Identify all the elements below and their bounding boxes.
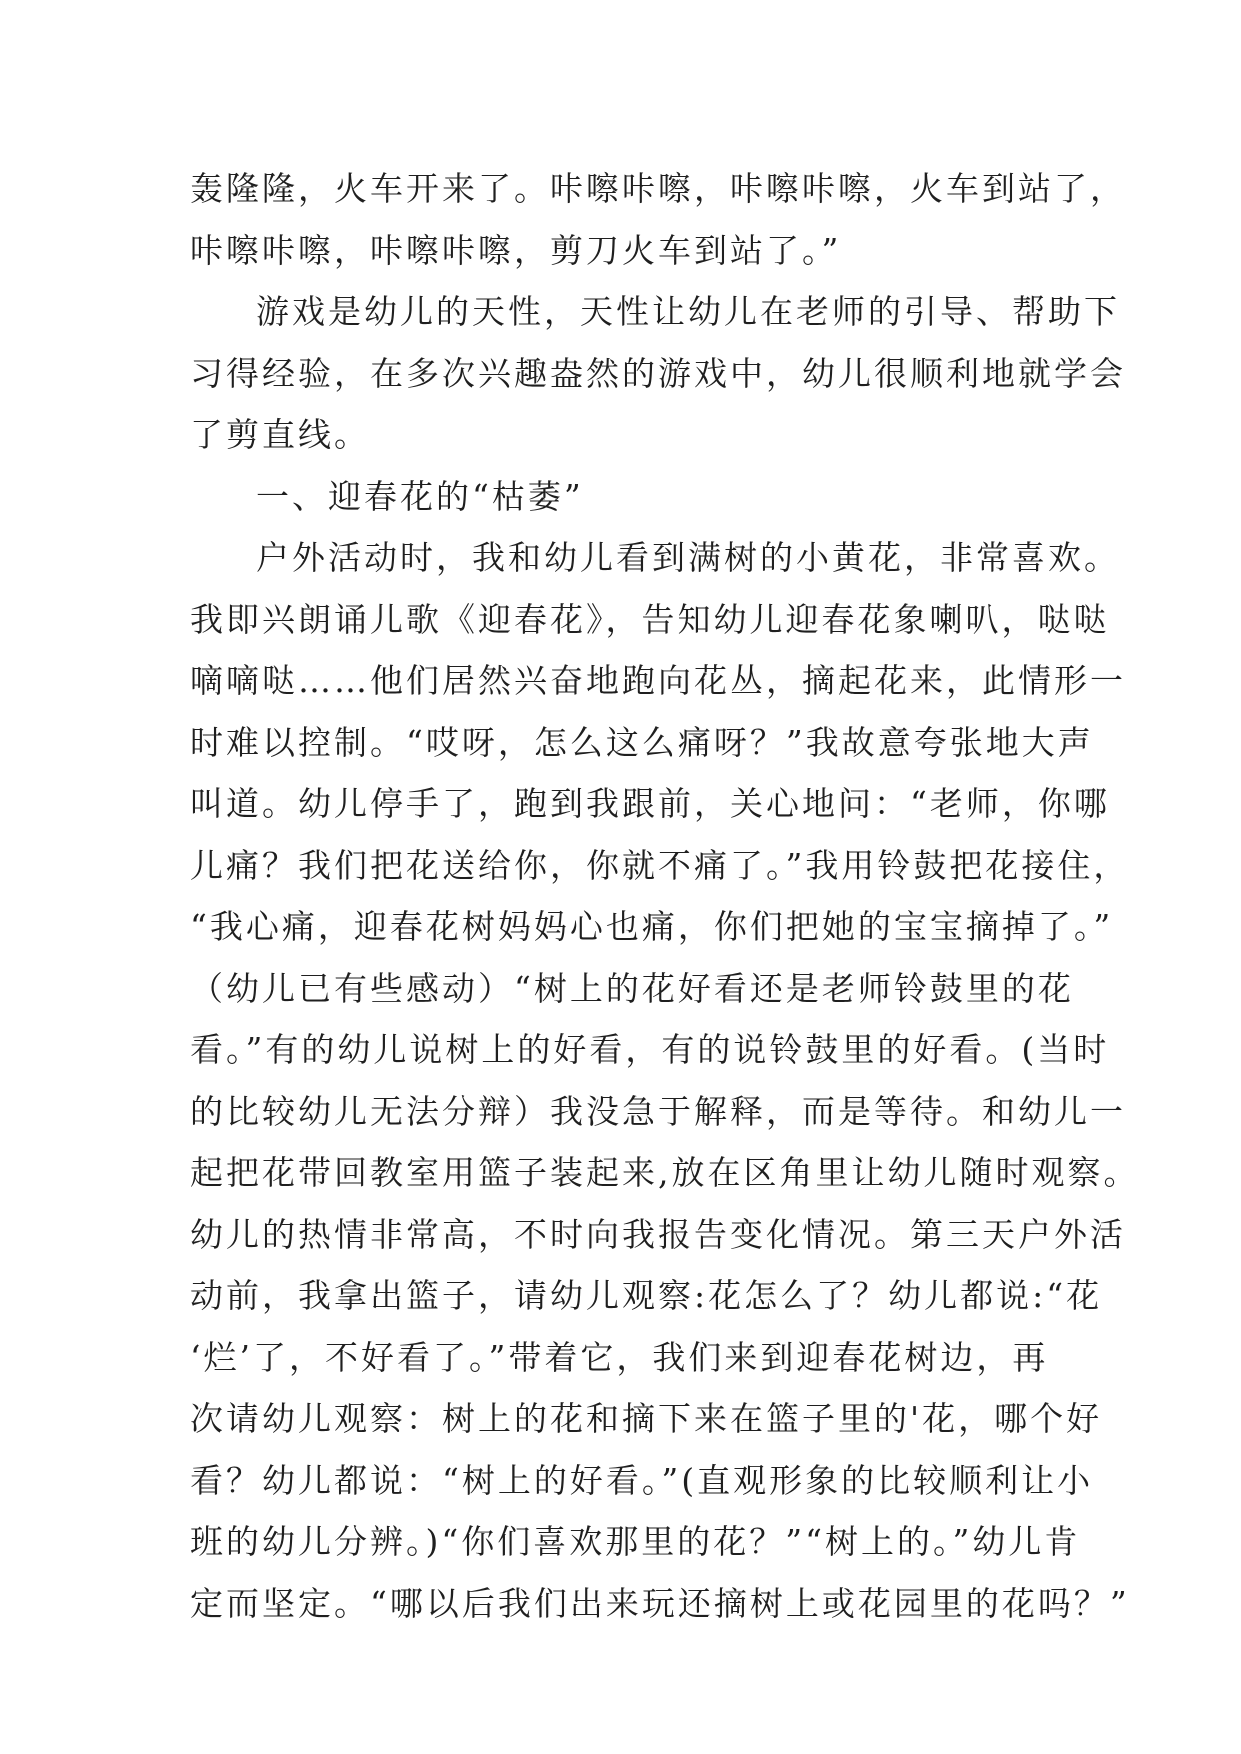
paragraph-start-line: 户外活动时，我和幼儿看到满树的小黄花，非常喜欢。 (256, 538, 1120, 577)
body-text (190, 158, 1140, 1634)
text-line: 时难以控制。“哎呀，怎么这么痛呀？”我故意夸张地大声 (190, 722, 1094, 762)
text-line: 幼儿的热情非常高，不时向我报告变化情况。第三天户外活 (190, 1214, 1126, 1254)
text-line: 咔嚓咔嚓，咔嚓咔嚓，剪刀火车到站了。” (190, 230, 842, 270)
text-line: 定而坚定。“哪以后我们出来玩还摘树上或花园里的花吗？” (190, 1583, 1130, 1623)
text-line: （幼儿已有些感动）“树上的花好看还是老师铃鼓里的花 (190, 968, 1074, 1008)
text-line: 叫道。幼儿停手了，跑到我跟前，关心地问：“老师，你哪 (190, 784, 1110, 823)
text-line: 班的幼儿分辨。)“你们喜欢那里的花？”“树上的。”幼儿肯 (190, 1522, 1081, 1561)
text-line: 的比较幼儿无法分辩）我没急于解释，而是等待。和幼儿一 (190, 1091, 1126, 1131)
text-line: 我即兴朗诵儿歌《迎春花》，告知幼儿迎春花象喇叭，哒哒 (190, 599, 1110, 639)
text-line: 嘀嘀哒……他们居然兴奋地跑向花丛，摘起花来，此情形一 (190, 661, 1126, 700)
text-line: 轰隆隆，火车开来了。咔嚓咔嚓，咔嚓咔嚓，火车到站了， (190, 169, 1126, 208)
text-line: 看。”有的幼儿说树上的好看，有的说铃鼓里的好看。(当时 (190, 1030, 1110, 1069)
text-line: 习得经验，在多次兴趣盎然的游戏中，幼儿很顺利地就学会 (190, 353, 1126, 393)
text-line: “我心痛，迎春花树妈妈心也痛，你们把她的宝宝摘掉了。” (190, 907, 1114, 946)
text-line: ‘烂’了，不好看了。”带着它，我们来到迎春花树边，再 (190, 1337, 1049, 1377)
text-line: 起把花带回教室用篮子装起来,放在区角里让幼儿随时观察。 (190, 1153, 1140, 1192)
text-line: 了剪直线。 (190, 415, 370, 454)
paragraph-start-line: 游戏是幼儿的天性，天性让幼儿在老师的引导、帮助下 (256, 292, 1120, 331)
text-line: 次请幼儿观察：树上的花和摘下来在篮子里的'花，哪个好 (190, 1399, 1103, 1438)
section-heading: 一、迎春花的“枯萎” (256, 476, 584, 516)
text-line: 看？幼儿都说：“树上的好看。”(直观形象的比较顺利让小 (190, 1460, 1094, 1500)
text-line: 儿痛？我们把花送给你，你就不痛了。”我用铃鼓把花接住， (190, 845, 1130, 885)
text-line: 动前，我拿出篮子，请幼儿观察:花怎么了？幼儿都说:“花 (190, 1276, 1103, 1315)
